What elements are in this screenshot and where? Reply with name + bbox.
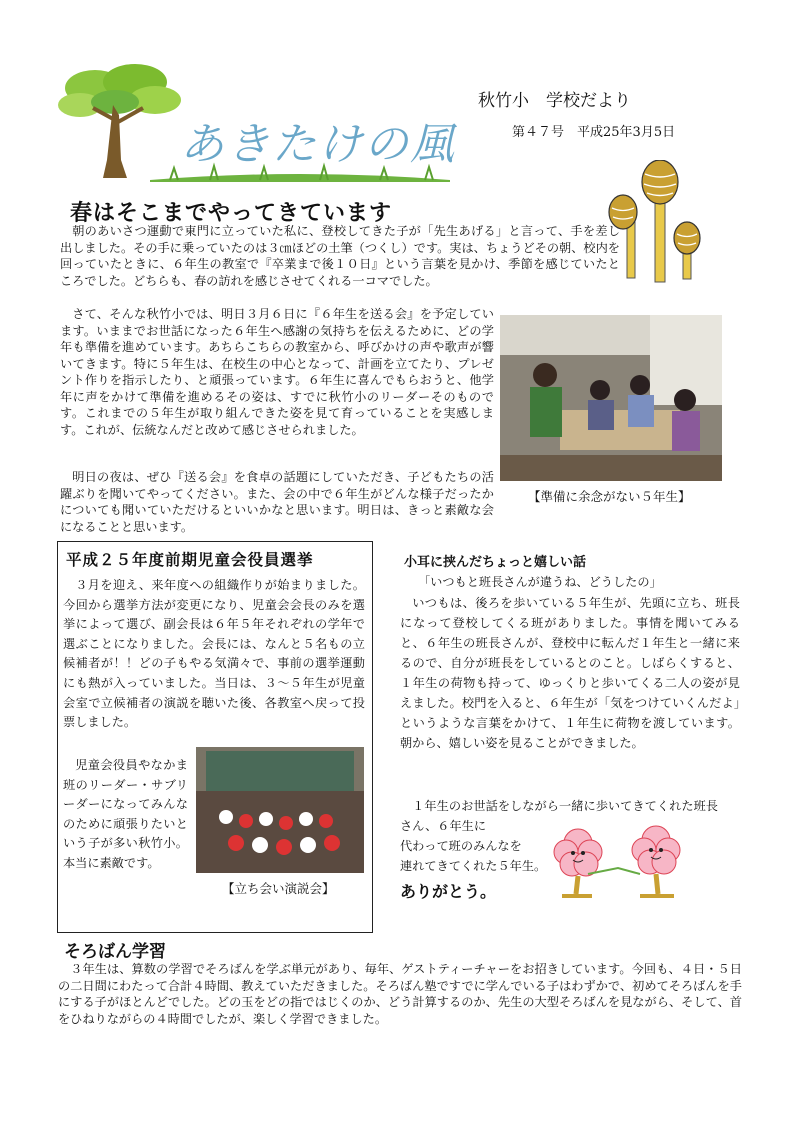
story-quote: 「いつもと班長さんが違うね、どうしたの」 — [418, 575, 662, 589]
story-paragraph-2a: １年生のお世話をしながら一緒に歩いてきてくれた班長さん、６年生に — [400, 799, 718, 833]
article-paragraph-3: 明日の夜は、ぜひ『送る会』を食卓の話題にしていただき、子どもたちの活躍ぶりを聞いてやってください。また、会の中で６年生がどんな様子だったかについても聞いていただけるといいかなと思います。明日は、きっと素敵な会になることと思います。 — [60, 470, 494, 534]
preparation-photo-caption: 【準備に余念がない５年生】 — [528, 489, 691, 504]
election-title: 平成２５年度前期児童会役員選挙 — [66, 551, 314, 569]
speech-photo — [196, 747, 364, 873]
story-paragraph-2c: 連れてきてくれた５年生。 — [400, 859, 547, 873]
issue-date: 第４７号 平成25年3月5日 — [512, 125, 676, 140]
article-paragraph-1: 朝のあいさつ運動で東門に立っていた私に、登校してきた子が「先生あげる」と言って、手を差し出しました。その手に乗っていたのは３㎝ほどの土筆（つくし）です。実は、ちょうどその朝、校内を回っていたときに、６年生の教室で『卒業まで後１０日』という言葉を見かけ、季節を感じていたところでした。どちらも、春の訪れを感じさせてくれる一コマでした。 — [60, 224, 620, 288]
story-title: 小耳に挟んだちょっと嬉しい話 — [404, 555, 587, 570]
soroban-title: そろばん学習 — [64, 942, 166, 962]
flower-characters-icon — [548, 808, 698, 900]
preparation-photo — [500, 315, 722, 481]
story-paragraph-1: いつもは、後ろを歩いている５年生が、先頭に立ち、班長になって登校してくる班がありました。事情を聞いてみると、６年生の班長さんが、登校中に転んだ１年生と一緒に来るので、自分が班長をしているとのこと。しばらくすると、１年生の荷物も持って、ゆっくりと歩いてくる二人の姿が見えました。校門を入ると、６年生が「気をつけていくんだよ」というような言葉をかけて、１年生に荷物を渡しています。朝から、嬉しい姿を見ることができました。 — [400, 596, 740, 750]
article-headline: 春はそこまでやってきています — [70, 201, 393, 226]
article-paragraph-2: さて、そんな秋竹小では、明日３月６日に『６年生を送る会』を予定しています。いままでお世話になった６年生へ感謝の気持ちを伝えるために、どの学年も準備を進めています。あちらこちらの教室から、呼びかけの声や歌声が響いてきます。特に５年生は、在校生の中心となって、計画を立てたり、プレゼント作りを指示したり、と頑張っています。６年生に喜んでもらおうと、他学年に声をかけて準備を進めるその姿は、すでに秋竹小のリーダーそのものです。これまでの５年生が取り組んできた姿を見て育っていることを実感します。これが、伝統なんだと改めて感じさせられました。 — [60, 307, 494, 437]
story-thanks: ありがとう。 — [400, 882, 497, 901]
story-paragraph-2b: 代わって班のみんなを — [400, 839, 522, 853]
school-name: 秋竹小 学校だより — [478, 91, 631, 111]
soroban-paragraph: ３年生は、算数の学習でそろばんを学ぶ単元があり、毎年、ゲストティーチャーをお招きしています。今回も、４日・５日の二日間にわたって合計４時間、教えていただきました。そろばん塾ですでに学んでいる子はわずかで、初めてそろばんを手にする子がほとんどでした。どの玉をどの指ではじくのか、どう計算するのか、先生の大型そろばんを見ながら、そして、首をひねりながらの４時間でしたが、楽しく学習できました。 — [58, 962, 742, 1026]
election-paragraph-1: ３月を迎え、来年度への組織作りが始まりました。今回から選挙方法が変更になり、児童会会長のみを選挙によって選び、副会長は６年５年それぞれの学年で選ぶことになりました。会長には、なんと５名もの立候補者が！！どの子もやる気満々で、事前の選挙運動にも熱が入っていました。当日は、３～５年生が児童会室で立候補者の演説を聴いた後、各教室へ戻って投票しました。 — [63, 578, 365, 730]
masthead-title: あきたけの風 — [180, 119, 456, 170]
election-paragraph-2: 児童会役員やなかま班のリーダー・サブリーダーになってみんなのために頑張りたいという子が多い秋竹小。本当に素敵です。 — [63, 758, 188, 870]
speech-photo-caption: 【立ち会い演説会】 — [222, 881, 335, 896]
